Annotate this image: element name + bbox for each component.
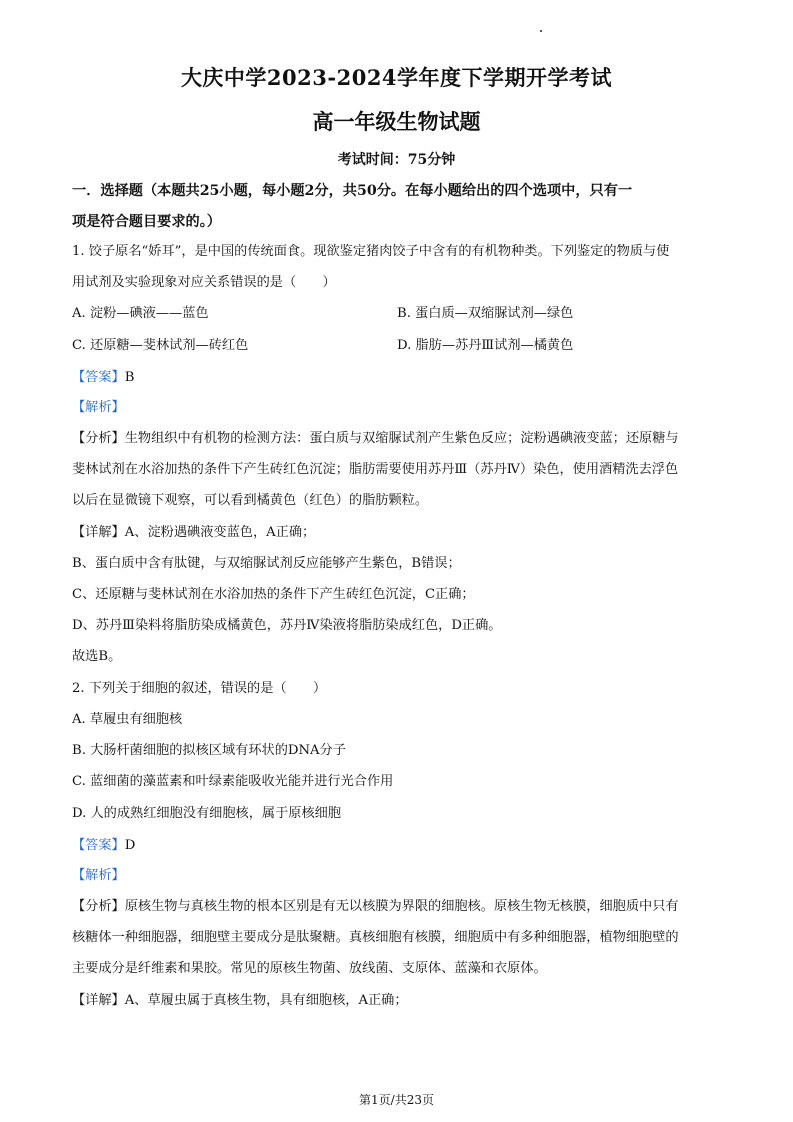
q1-analysis-line2: 斐林试剂在水浴加热的条件下产生砖红色沉淀；脂肪需要使用苏丹Ⅲ（苏丹Ⅳ）染色，使用酒精洗去浮色 [72, 462, 679, 477]
q1-analysis-tag [72, 399, 724, 417]
q1-answer [72, 369, 724, 387]
q2-option-b: B. 大肠杆菌细胞的拟核区域有环状的DNA分子 [72, 743, 346, 758]
q1-analysis-line1 [72, 430, 724, 448]
q1-detail-line4: D、苏丹Ⅲ染料将脂肪染成橘黄色，苏丹Ⅳ染液将脂肪染成红色，D正确。 [72, 618, 502, 633]
q1-stem-line1: 1. 饺子原名“娇耳”，是中国的传统面食。现欲鉴定猪肉饺子中含有的有机物种类。下列鉴定的物质与使 [72, 244, 670, 259]
exam-title: 大庆中学2023-2024学年度下学期开学考试 [180, 65, 613, 90]
q2-detail-line1 [72, 992, 724, 1010]
exam-subtitle: 高一年级生物试题 [312, 109, 481, 134]
q2-analysis-line2: 核糖体一种细胞器，细胞壁主要成分是肽聚糖。真核细胞有核膜，细胞质中有多种细胞器，植物细胞壁的 [72, 930, 679, 945]
q1-option-b: B. 蛋白质—双缩脲试剂—绿色 [397, 306, 574, 321]
q2-answer [72, 837, 724, 855]
fenxi-text: 原核生物与真核生物的根本区别是有无以核膜为界限的细胞核。原核生物无核膜，细胞质中只有 [124, 899, 679, 914]
q1-detail-line3: C、还原糖与斐林试剂在水浴加热的条件下产生砖红色沉淀，C正确； [72, 587, 475, 602]
section-heading-line2: 项是符合题目要求的。） [72, 214, 221, 230]
q2-stem: 2. 下列关于细胞的叙述，错误的是（ ） [72, 681, 327, 696]
q2-option-d: D. 人的成熟红细胞没有细胞核，属于原核细胞 [72, 806, 342, 821]
xiangjie-tag: 【详解】 [72, 993, 125, 1008]
page-number: 第1页/共23页 [359, 1093, 434, 1107]
q1-option-c: C. 还原糖—斐林试剂—砖红色 [72, 338, 249, 353]
exam-time: 考试时间：75分钟 [337, 152, 456, 168]
xiangjie-tag: 【详解】 [72, 525, 125, 540]
q2-option-a: A. 草履虫有细胞核 [72, 712, 183, 727]
fenxi-text: 生物组织中有机物的检测方法：蛋白质与双缩脲试剂产生紫色反应；淀粉遇碘液变蓝；还原糖与 [124, 431, 679, 446]
fenxi-tag: 【分析】 [72, 431, 125, 446]
q1-conclusion: 故选B。 [72, 649, 122, 664]
q2-analysis-line1 [72, 898, 724, 916]
q2-analysis-line3: 主要成分是纤维素和果胶。常见的原核生物菌、放线菌、支原体、蓝藻和衣原体。 [72, 961, 547, 976]
detail-text: A、淀粉遇碘液变蓝色，A正确； [124, 525, 316, 540]
analysis-tag: 【解析】 [72, 868, 125, 883]
section-heading-line1: 一．选择题（本题共25小题，每小题2分，共50分。在每小题给出的四个选项中，只有一 [72, 183, 633, 199]
answer-value: B [124, 370, 135, 385]
answer-tag: 【答案】 [72, 370, 125, 385]
analysis-tag: 【解析】 [72, 400, 125, 415]
q1-detail-line2: B、蛋白质中含有肽键，与双缩脲试剂反应能够产生紫色，B错误； [72, 556, 461, 571]
answer-tag: 【答案】 [72, 838, 125, 853]
q2-analysis-tag [72, 867, 724, 885]
fenxi-tag: 【分析】 [72, 899, 125, 914]
detail-text: A、草履虫属于真核生物，具有细胞核，A正确； [124, 993, 408, 1008]
q1-option-a: A. 淀粉—碘液——蓝色 [72, 306, 209, 321]
q1-option-d: D. 脂肪—苏丹Ⅲ试剂—橘黄色 [397, 338, 574, 353]
q1-detail-line1 [72, 524, 724, 542]
decorative-dot [540, 30, 542, 32]
q2-option-c: C. 蓝细菌的藻蓝素和叶绿素能吸收光能并进行光合作用 [72, 774, 394, 789]
q1-stem-line2: 用试剂及实验现象对应关系错误的是（ ） [72, 275, 336, 290]
answer-value: D [124, 838, 136, 853]
q1-analysis-line3: 以后在显微镜下观察，可以看到橘黄色（红色）的脂肪颗粒。 [72, 493, 429, 508]
